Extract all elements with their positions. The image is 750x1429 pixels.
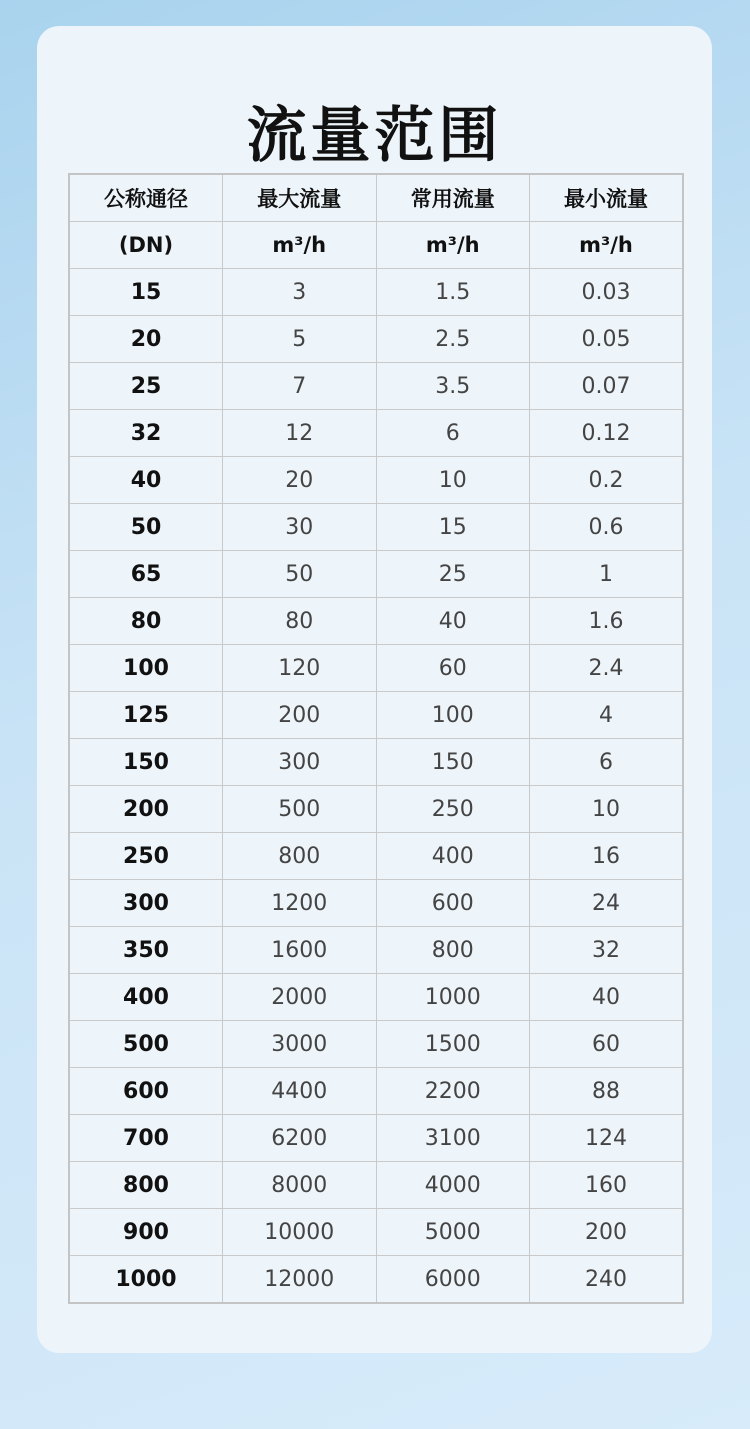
table-header-row [69, 174, 683, 222]
cell-min-flow: 6 [530, 739, 684, 786]
cell-min-flow: 40 [530, 974, 684, 1021]
cell-max-flow: 800 [223, 833, 377, 880]
table-row [69, 927, 683, 974]
unit-cell-max-flow: m³/h [223, 222, 377, 269]
cell-common-flow: 15 [376, 504, 530, 551]
cell-min-flow: 88 [530, 1068, 684, 1115]
cell-common-flow: 25 [376, 551, 530, 598]
cell-dn: 250 [69, 833, 223, 880]
cell-dn: 80 [69, 598, 223, 645]
cell-max-flow: 6200 [223, 1115, 377, 1162]
cell-max-flow: 50 [223, 551, 377, 598]
table-row [69, 316, 683, 363]
table-row [69, 457, 683, 504]
cell-min-flow: 240 [530, 1256, 684, 1304]
cell-max-flow: 1200 [223, 880, 377, 927]
table-row [69, 1209, 683, 1256]
cell-max-flow: 12 [223, 410, 377, 457]
cell-min-flow: 0.6 [530, 504, 684, 551]
header-cell-nominal-diameter: 公称通径 [69, 174, 223, 222]
table-row [69, 974, 683, 1021]
cell-min-flow: 1.6 [530, 598, 684, 645]
cell-dn: 800 [69, 1162, 223, 1209]
cell-common-flow: 6000 [376, 1256, 530, 1304]
table-row [69, 504, 683, 551]
cell-dn: 15 [69, 269, 223, 316]
cell-dn: 40 [69, 457, 223, 504]
cell-min-flow: 4 [530, 692, 684, 739]
table-row [69, 833, 683, 880]
header-cell-common-flow: 常用流量 [376, 174, 530, 222]
cell-common-flow: 1500 [376, 1021, 530, 1068]
cell-dn: 700 [69, 1115, 223, 1162]
cell-dn: 300 [69, 880, 223, 927]
cell-max-flow: 10000 [223, 1209, 377, 1256]
cell-min-flow: 16 [530, 833, 684, 880]
cell-max-flow: 3000 [223, 1021, 377, 1068]
cell-common-flow: 40 [376, 598, 530, 645]
cell-common-flow: 1.5 [376, 269, 530, 316]
cell-max-flow: 500 [223, 786, 377, 833]
cell-common-flow: 5000 [376, 1209, 530, 1256]
header-cell-max-flow: 最大流量 [223, 174, 377, 222]
page-title: 流量范围 [246, 101, 503, 171]
table-row [69, 551, 683, 598]
cell-max-flow: 7 [223, 363, 377, 410]
cell-dn: 350 [69, 927, 223, 974]
cell-max-flow: 8000 [223, 1162, 377, 1209]
table-row [69, 363, 683, 410]
table-row [69, 786, 683, 833]
table-row [69, 410, 683, 457]
table-row [69, 739, 683, 786]
content-card [37, 26, 712, 1353]
cell-common-flow: 400 [376, 833, 530, 880]
cell-common-flow: 800 [376, 927, 530, 974]
cell-max-flow: 30 [223, 504, 377, 551]
cell-max-flow: 80 [223, 598, 377, 645]
table-units-row [69, 222, 683, 269]
table-row [69, 1256, 683, 1304]
cell-min-flow: 10 [530, 786, 684, 833]
cell-min-flow: 24 [530, 880, 684, 927]
flow-range-table [68, 173, 684, 1304]
cell-common-flow: 60 [376, 645, 530, 692]
cell-min-flow: 124 [530, 1115, 684, 1162]
cell-common-flow: 10 [376, 457, 530, 504]
cell-min-flow: 0.03 [530, 269, 684, 316]
cell-dn: 20 [69, 316, 223, 363]
cell-dn: 100 [69, 645, 223, 692]
cell-common-flow: 1000 [376, 974, 530, 1021]
cell-min-flow: 60 [530, 1021, 684, 1068]
cell-max-flow: 300 [223, 739, 377, 786]
cell-common-flow: 600 [376, 880, 530, 927]
cell-min-flow: 32 [530, 927, 684, 974]
cell-common-flow: 3.5 [376, 363, 530, 410]
cell-dn: 150 [69, 739, 223, 786]
cell-dn: 500 [69, 1021, 223, 1068]
cell-min-flow: 2.4 [530, 645, 684, 692]
cell-common-flow: 2200 [376, 1068, 530, 1115]
cell-dn: 600 [69, 1068, 223, 1115]
table-row [69, 880, 683, 927]
cell-dn: 65 [69, 551, 223, 598]
cell-max-flow: 120 [223, 645, 377, 692]
cell-dn: 900 [69, 1209, 223, 1256]
cell-min-flow: 0.07 [530, 363, 684, 410]
unit-cell-dn: (DN) [69, 222, 223, 269]
table-row [69, 692, 683, 739]
cell-max-flow: 200 [223, 692, 377, 739]
cell-dn: 200 [69, 786, 223, 833]
table-row [69, 1068, 683, 1115]
cell-dn: 400 [69, 974, 223, 1021]
header-cell-min-flow: 最小流量 [530, 174, 684, 222]
cell-dn: 1000 [69, 1256, 223, 1304]
cell-common-flow: 150 [376, 739, 530, 786]
cell-common-flow: 3100 [376, 1115, 530, 1162]
cell-min-flow: 1 [530, 551, 684, 598]
cell-max-flow: 1600 [223, 927, 377, 974]
cell-min-flow: 160 [530, 1162, 684, 1209]
cell-common-flow: 100 [376, 692, 530, 739]
table-row [69, 1115, 683, 1162]
cell-common-flow: 2.5 [376, 316, 530, 363]
cell-max-flow: 20 [223, 457, 377, 504]
cell-common-flow: 6 [376, 410, 530, 457]
cell-dn: 50 [69, 504, 223, 551]
table-row [69, 645, 683, 692]
cell-max-flow: 5 [223, 316, 377, 363]
cell-dn: 25 [69, 363, 223, 410]
cell-max-flow: 2000 [223, 974, 377, 1021]
table-row [69, 269, 683, 316]
cell-min-flow: 0.2 [530, 457, 684, 504]
cell-common-flow: 250 [376, 786, 530, 833]
cell-common-flow: 4000 [376, 1162, 530, 1209]
table-row [69, 1021, 683, 1068]
cell-max-flow: 3 [223, 269, 377, 316]
cell-dn: 125 [69, 692, 223, 739]
cell-min-flow: 0.05 [530, 316, 684, 363]
table-row [69, 1162, 683, 1209]
table-row [69, 598, 683, 645]
cell-max-flow: 12000 [223, 1256, 377, 1304]
cell-min-flow: 0.12 [530, 410, 684, 457]
unit-cell-common-flow: m³/h [376, 222, 530, 269]
cell-min-flow: 200 [530, 1209, 684, 1256]
cell-max-flow: 4400 [223, 1068, 377, 1115]
unit-cell-min-flow: m³/h [530, 222, 684, 269]
cell-dn: 32 [69, 410, 223, 457]
